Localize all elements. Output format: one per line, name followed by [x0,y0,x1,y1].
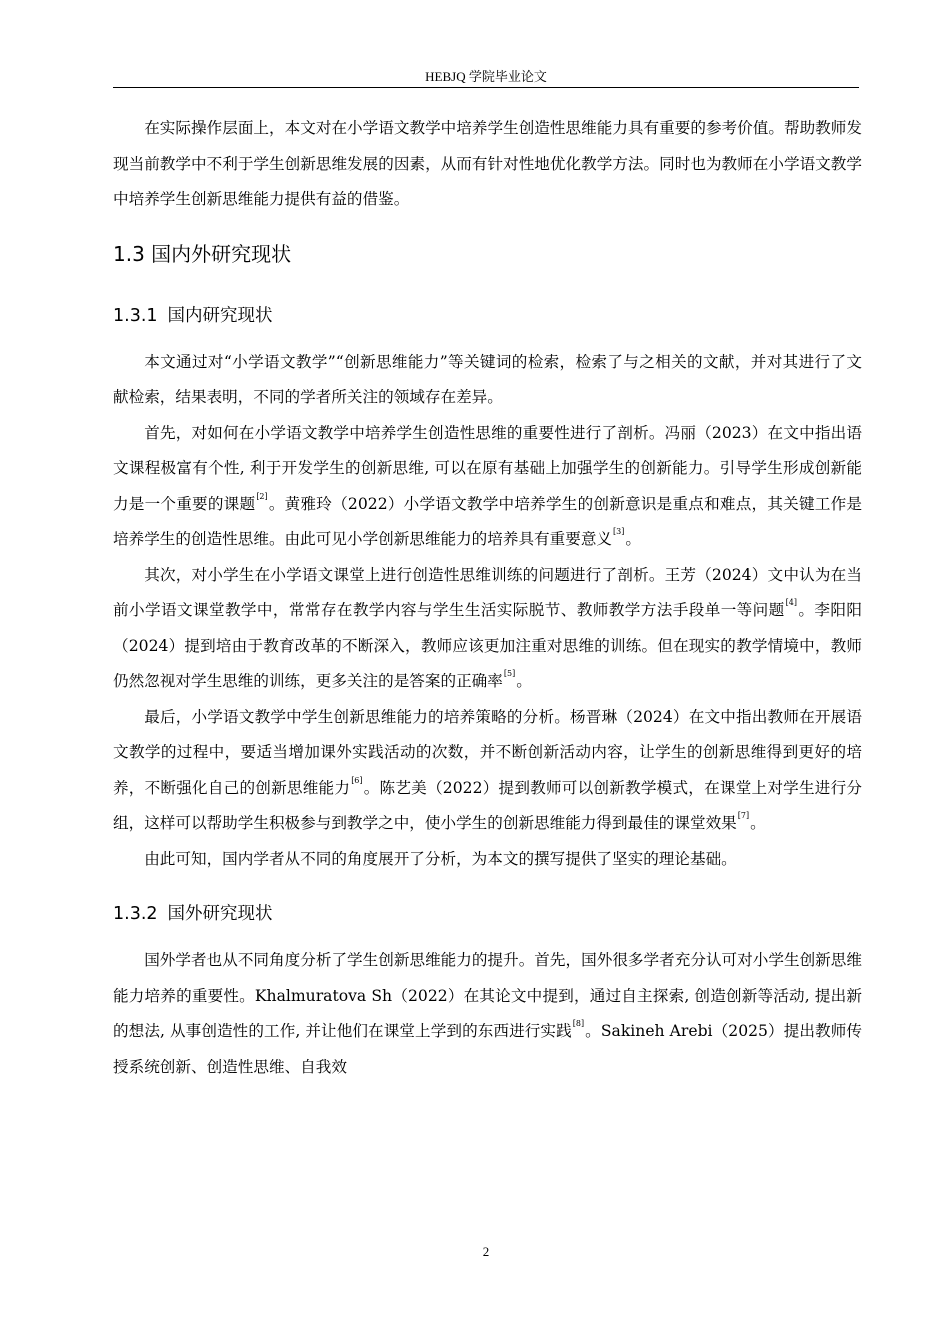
text-run: 。 [625,530,641,548]
text-run: 。 [516,672,532,690]
text-run: 。Sakineh Arebi（2025）提出教师传授系统创新、创造性思维、自我效 [113,1022,862,1076]
section-number: 1.3.1 [113,305,158,326]
page-content [113,111,862,1085]
citation-ref: [4] [785,598,798,607]
citation-ref: [2] [256,491,268,501]
text-run: 。黄雅玲（2022）小学语文教学中培养学生的创新意识是重点和难点，其关键工作是培养学生的创造性思维。由此可见小学创新思维能力的培养具有重要意义 [113,494,862,548]
text-run: 其次，对小学生在小学语文课堂上进行创造性思维训练的问题进行了剖析。王芳（2024）文中认为在当前小学语文课堂教学中，常常存在教学内容与学生生活实际脱节、教师教学方法手段单一等问题 [113,565,862,619]
foreign-paragraph-1 [113,943,862,1085]
header-rule [113,87,859,88]
section-title: 国外研究现状 [167,904,273,924]
text-run: 。李阳阳（2024）提到培由于教育改革的不断深入，教师应该更加注重对思维的训练。但在现实的教学情境中，教师仍然忽视对学生思维的训练，更多关注的是答案的正确率 [113,601,862,690]
intro-paragraph: 在实际操作层面上，本文对在小学语文教学中培养学生创造性思维能力具有重要的参考价值。帮助教师发现当前教学中不利于学生创新思维发展的因素，从而有针对性地优化教学方法。同时也为教师在小学语文教学中培养学生创新思维能力提供有益的借鉴。 [113,119,862,208]
running-header: HEBJQ 学院毕业论文 [425,69,547,84]
text-run: 。 [750,814,766,832]
citation-ref: [6] [351,775,363,785]
section-heading-1-3: 1.3 国内外研究现状 [113,241,292,266]
text-run: 国外学者也从不同角度分析了学生创新思维能力的提升。首先，国外很多学者充分认可对小学生创新思维能力培养的重要性。Khalmuratova Sh（2022）在其论文中提到，通过自主探索, 创造创新等活动, 提出新的想法, 从事创造性的工作, 并让他们在课堂上学到的东西进行实践 [113,951,862,1040]
domestic-paragraph-2 [113,416,862,558]
section-title: 国内研究现状 [167,305,273,326]
domestic-paragraph-3 [113,558,862,700]
domestic-paragraph-4 [113,700,862,842]
citation-ref: [3] [613,527,625,536]
text-run: 最后，小学语文教学中学生创新思维能力的培养策略的分析。杨晋琳（2024）在文中指出教师在开展语文教学的过程中，要适当增加课外实践活动的次数，并不断创新活动内容，让学生的创新思维得到更好的培养，不断强化自己的创新思维能力 [113,707,862,797]
domestic-paragraph-5: 由此可知，国内学者从不同的角度展开了分析，为本文的撰写提供了坚实的理论基础。 [144,849,737,868]
text-run: 首先，对如何在小学语文教学中培养学生创造性思维的重要性进行了剖析。冯丽（2023）在文中指出语文课程极富有个性, 利于开发学生的创新思维, 可以在原有基础上加强学生的创新能力。引导学生形成创新能力是一个重要的课题 [113,423,862,513]
citation-ref: [5] [503,669,516,678]
section-number: 1.3.2 [113,904,158,924]
section-heading-1-3-2 [113,885,862,943]
citation-ref: [7] [737,811,750,820]
section-heading-1-3-1 [113,287,862,345]
text-run: 。陈艺美（2022）提到教师可以创新教学模式，在课堂上对学生进行分组，这样可以帮助学生积极参与到教学之中，使小学生的创新思维能力得到最佳的课堂效果 [113,778,862,832]
domestic-paragraph-1: 本文通过对“小学语文教学”“创新思维能力”等关键词的检索，检索了与之相关的文献，并对其进行了文献检索，结果表明，不同的学者所关注的领域存在差异。 [113,352,862,406]
page-number: 2 [482,1244,490,1259]
citation-ref: [8] [572,1019,585,1028]
